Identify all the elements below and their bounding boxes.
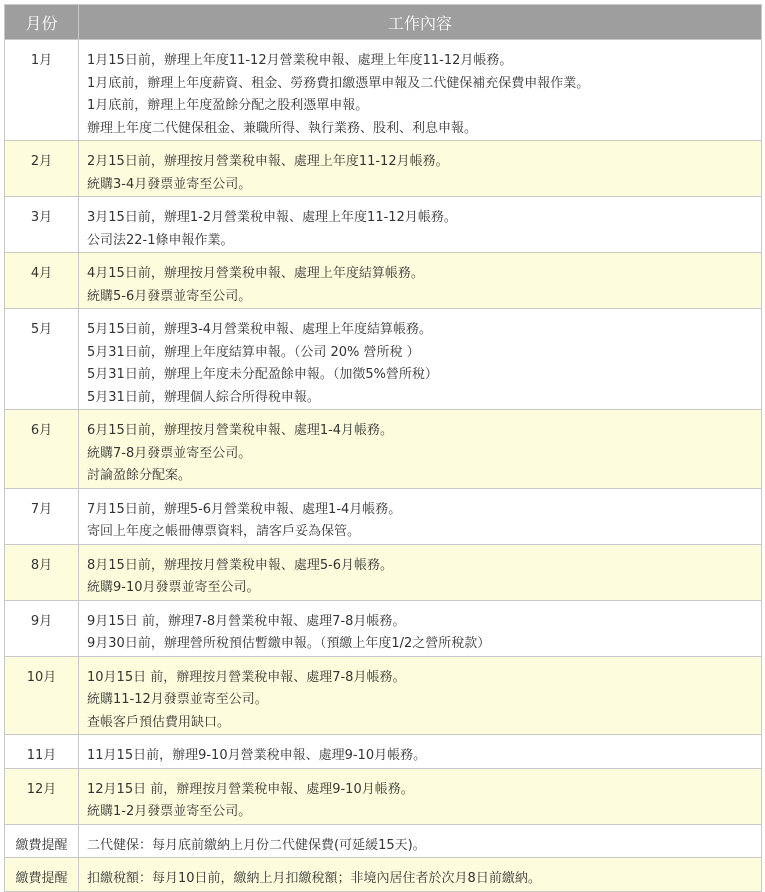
table-row [5,824,762,858]
content-column-header: 工作內容 [79,5,762,40]
month-cell: 6月 [5,410,79,489]
content-line: 查帳客戶預估費用缺口。 [87,714,231,730]
content-line: 統購5-6月發票並寄至公司。 [87,288,252,304]
content-line: 9月30日前，辦理營所稅預估暫繳申報。（預繳上年度1/2之營所稅款） [87,636,491,651]
content-cell [79,197,762,253]
content-line: 公司法22-1條申報作業。 [87,232,234,248]
table-row [5,488,762,544]
content-line: 5月15日前，辦理3-4月營業稅申報、處理上年度結算帳務。 [87,322,433,337]
content-line: 5月31日前，辦理個人綜合所得稅申報。 [87,389,320,405]
content-cell [79,824,762,858]
content-cell [79,40,762,141]
month-cell: 7月 [5,488,79,544]
content-cell [79,600,762,656]
month-cell: 9月 [5,600,79,656]
content-line: 統購1-2月發票並寄至公司。 [87,804,252,819]
month-cell: 繳費提醒 [5,824,79,858]
month-cell: 3月 [5,197,79,253]
content-line: 2月15日前，辦理按月營業稅申報、處理上年度11-12月帳務。 [87,154,449,169]
table-row [5,410,762,489]
content-cell [79,309,762,410]
month-cell: 繳費提醒 [5,858,79,892]
month-cell: 4月 [5,253,79,309]
content-cell [79,544,762,600]
month-cell: 11月 [5,735,79,769]
content-cell [79,410,762,489]
table-row [5,544,762,600]
content-line: 二代健保：每月底前繳納上月份二代健保費(可延緩15天)。 [87,837,426,853]
month-cell: 2月 [5,141,79,197]
content-line: 統購9-10月發票並寄至公司。 [87,580,260,595]
content-line: 統購7-8月發票並寄至公司。 [87,445,252,461]
content-line: 4月15日前，辦理按月營業稅申報、處理上年度結算帳務。 [87,266,424,281]
content-line: 6月15日前，辦理按月營業稅申報、處理1-4月帳務。 [87,423,394,438]
table-row [5,253,762,309]
table-row [5,197,762,253]
content-cell [79,141,762,197]
content-line: 8月15日前，辦理按月營業稅申報、處理5-6月帳務。 [87,557,394,573]
content-line: 7月15日前，辦理5-6月營業稅申報、處理1-4月帳務。 [87,501,402,517]
month-cell: 1月 [5,40,79,141]
table-row [5,768,762,824]
content-line: 1月底前，辦理上年度盈餘分配之股利憑單申報。 [87,98,369,113]
content-cell [79,656,762,735]
content-cell [79,488,762,544]
table-row [5,141,762,197]
table-row [5,40,762,141]
content-cell [79,253,762,309]
content-line: 12月15日 前，辦理按月營業稅申報、處理9-10月帳務。 [87,781,414,797]
content-line: 扣繳稅額：每月10日前，繳納上月扣繳稅額；非境內居住者於次月8日前繳納。 [87,871,541,886]
content-line: 1月15日前，辦理上年度11-12月營業稅申報、處理上年度11-12月帳務。 [87,53,513,68]
content-line: 1月底前，辦理上年度薪資、租金、勞務費扣繳憑單申報及二代健保補充保費申報作業。 [87,75,590,91]
content-line: 辦理上年度二代健保租金、兼職所得、執行業務、股利、利息申報。 [87,120,478,136]
content-cell [79,768,762,824]
table-row [5,735,762,769]
content-line: 11月15日前，辦理9-10月營業稅申報、處理9-10月帳務。 [87,748,427,763]
month-cell: 8月 [5,544,79,600]
content-cell [79,735,762,769]
table-row [5,309,762,410]
content-line: 9月15日 前，辦理7-8月營業稅申報、處理7-8月帳務。 [87,613,406,629]
content-line: 5月31日前，辦理上年度未分配盈餘申報。（加徵5%營所稅） [87,367,438,382]
content-line: 5月31日前，辦理上年度結算申報。（公司 20% 營所稅 ） [87,344,420,360]
content-line: 3月15日前，辦理1-2月營業稅申報、處理上年度11-12月帳務。 [87,210,457,225]
table-row [5,858,762,892]
table-row [5,600,762,656]
content-line: 討論盈餘分配案。 [87,468,192,483]
content-line: 統購11-12月發票並寄至公司。 [87,692,268,707]
table-header-row [5,5,762,40]
schedule-body [5,40,762,892]
content-line: 統購3-4月發票並寄至公司。 [87,176,252,192]
month-cell: 12月 [5,768,79,824]
content-line: 寄回上年度之帳冊傳票資料，請客戶妥為保管。 [87,524,361,539]
content-line: 10月15日 前，辦理按月營業稅申報、處理7-8月帳務。 [87,669,406,685]
month-cell: 10月 [5,656,79,735]
content-cell [79,858,762,892]
month-column-header: 月份 [5,5,79,40]
table-row [5,656,762,735]
month-cell: 5月 [5,309,79,410]
schedule-table [4,4,762,892]
